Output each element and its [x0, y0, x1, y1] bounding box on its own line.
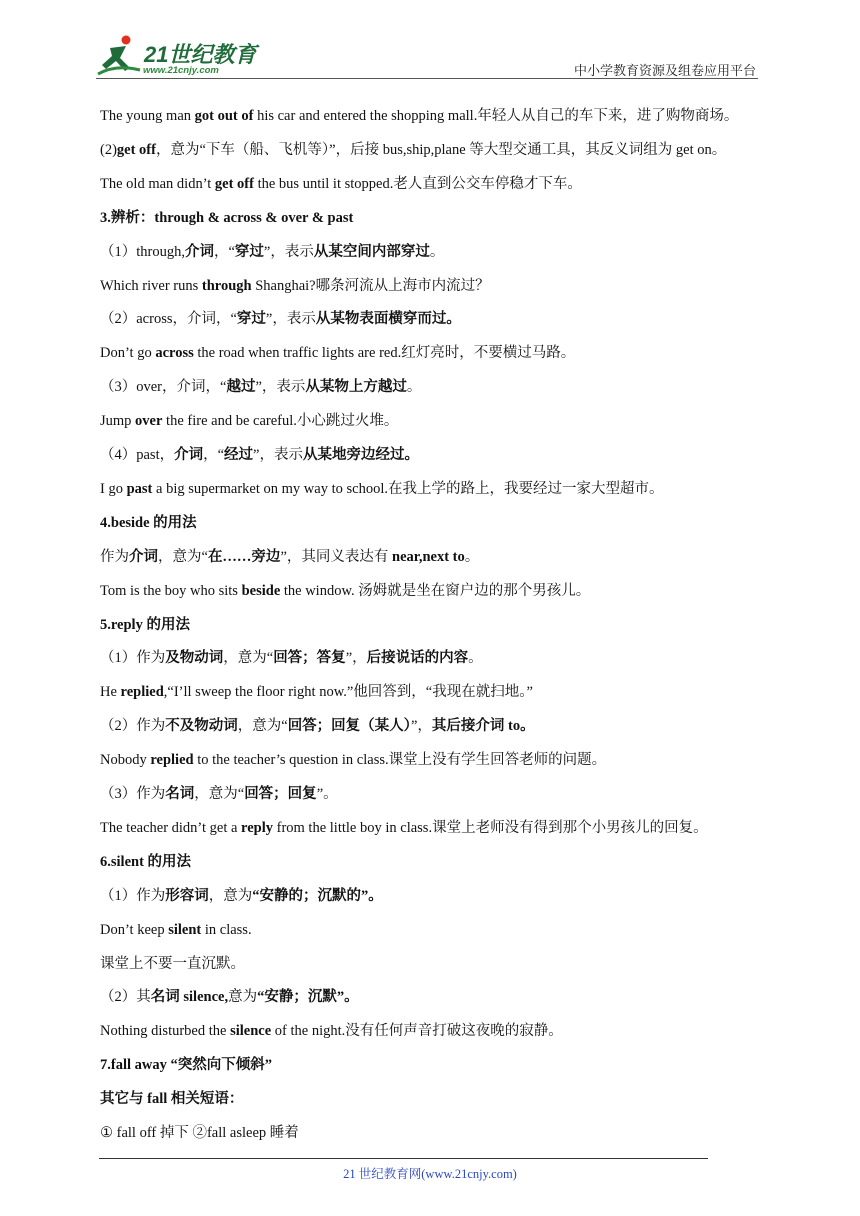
- text-run: ，意为“: [223, 650, 274, 667]
- text-line: [100, 1022, 563, 1040]
- text-run: ，意为“: [237, 718, 288, 735]
- bold-text: 形容词: [165, 887, 209, 904]
- text-run: to the teacher’s question in class.课堂上没有学生回答老师的问题。: [193, 752, 607, 769]
- text-run: ,“I’ll sweep the floor right now.”他回答到，“我现在就扫地。”: [163, 684, 533, 701]
- text-run: Don’t keep: [100, 921, 169, 938]
- text-line: [100, 310, 461, 328]
- text-run: ，意为“下车（船、飞机等）”，后接 bus,ship,plane 等大型交通工具，其反义词组为 get on。: [155, 141, 727, 158]
- text-run: （2）其: [100, 989, 151, 1006]
- bold-text: 穿过: [234, 243, 264, 260]
- bold-text: 其后接介词 to。: [431, 718, 535, 735]
- text-run: ，意为“: [194, 786, 245, 802]
- text-run: （2）作为: [100, 718, 166, 735]
- text-line: [100, 751, 606, 769]
- bold-text: 其它与 fall 相关短语：: [100, 1091, 244, 1108]
- text-line: [100, 853, 191, 871]
- text-line: [100, 988, 359, 1006]
- text-line: [100, 649, 483, 667]
- text-line: [100, 378, 421, 396]
- bold-text: 从某地旁边经过。: [302, 447, 419, 463]
- bold-text: “安静的；沉默的”。: [252, 887, 383, 904]
- bold-text: 3.辨析：through & across & over & past: [100, 209, 354, 226]
- text-run: ”，表示: [263, 243, 314, 260]
- text-run: （2）across，介词，“: [100, 311, 237, 328]
- bold-text: 名词 silence,: [150, 989, 229, 1006]
- bold-text: through: [201, 277, 252, 294]
- text-run: the fire and be careful.小心跳过火堆。: [162, 413, 399, 430]
- text-run: 。: [429, 243, 445, 260]
- text-run: ”，表示: [253, 447, 303, 463]
- text-run: the road when traffic lights are red.红灯亮时，不要横过马路。: [193, 345, 576, 362]
- bold-text: 经过: [224, 447, 254, 463]
- text-run: ，“: [213, 243, 235, 260]
- text-run: 作为: [100, 548, 129, 565]
- text-run: 课堂上不要一直沉默。: [100, 955, 245, 972]
- text-line: [100, 616, 190, 634]
- text-line: [100, 1056, 272, 1074]
- text-run: ，意为: [208, 887, 253, 904]
- text-line: [100, 243, 444, 261]
- bold-text: across: [155, 345, 194, 362]
- text-run: ”，其同义表达有: [280, 548, 392, 565]
- text-run: The young man: [100, 108, 195, 124]
- text-run: 。: [468, 650, 483, 667]
- bold-text: silent: [168, 921, 202, 938]
- text-run: his car and entered the shopping mall.年轻人从自己的车下来，进了购物商场。: [253, 108, 739, 124]
- text-run: He: [100, 684, 121, 701]
- bold-text: 回答；回复: [244, 786, 317, 802]
- text-run: （1）作为: [100, 887, 166, 904]
- text-line: [100, 955, 245, 973]
- text-run: (2): [100, 141, 117, 158]
- bold-text: 从某物表面横穿而过。: [315, 311, 461, 328]
- header-divider: [96, 78, 758, 79]
- text-run: Tom is the boy who sits: [100, 582, 242, 599]
- text-run: 。: [464, 548, 480, 565]
- text-run: The teacher didn’t get a: [100, 819, 242, 836]
- text-line: [100, 209, 353, 227]
- text-run: ，意为“: [158, 548, 208, 565]
- text-run: of the night.没有任何声音打破这夜晚的寂静。: [271, 1023, 563, 1040]
- text-run: （3）over，介词，“: [100, 379, 227, 396]
- bold-text: past: [126, 480, 153, 497]
- text-run: Nobody: [100, 752, 151, 769]
- text-line: [100, 548, 479, 566]
- text-line: [100, 887, 383, 905]
- text-run: （1）through,: [100, 243, 185, 260]
- bold-text: 6.silent 的用法: [100, 853, 192, 870]
- text-line: [100, 819, 708, 837]
- bold-text: 7.fall away “突然向下倾斜”: [100, 1057, 272, 1074]
- text-run: Jump: [100, 413, 136, 430]
- text-run: （1）作为: [100, 650, 166, 667]
- text-run: 意为: [228, 989, 258, 1006]
- text-run: ”，表示: [255, 379, 306, 396]
- text-run: 。: [406, 379, 422, 396]
- bold-text: 4.beside 的用法: [100, 514, 197, 531]
- text-run: ”，表示: [265, 311, 316, 328]
- text-line: [100, 344, 575, 362]
- text-run: ”，: [345, 650, 367, 667]
- bold-text: 在……旁边: [207, 548, 281, 565]
- bold-text: 从某空间内部穿过: [313, 243, 430, 260]
- text-run: the window. 汤姆就是坐在窗户边的那个男孩儿。: [280, 582, 591, 599]
- bold-text: reply: [241, 819, 273, 836]
- text-line: [100, 480, 663, 498]
- bold-text: “安静；沉默”。: [257, 989, 359, 1006]
- text-line: [100, 582, 590, 600]
- bold-text: get off: [214, 175, 254, 192]
- text-run: ① fall off 掉下 ②fall asleep 睡着: [100, 1125, 299, 1141]
- bold-text: 不及物动词: [165, 718, 238, 735]
- text-run: （3）作为: [100, 786, 166, 802]
- bold-text: replied: [120, 684, 164, 701]
- logo-text: 21世纪教育: [144, 42, 257, 67]
- site-logo: [96, 34, 266, 78]
- bold-text: get off: [116, 141, 156, 158]
- bold-text: 后接说话的内容: [366, 650, 469, 667]
- bold-text: 及物动词: [165, 650, 224, 667]
- bold-text: 穿过: [236, 311, 266, 328]
- text-line: [100, 785, 338, 803]
- bold-text: over: [135, 413, 163, 430]
- text-run: I go: [100, 480, 127, 497]
- text-run: ”。: [316, 786, 338, 802]
- logo-url: www.21cnjy.com: [143, 65, 219, 76]
- bold-text: beside: [241, 582, 281, 599]
- text-run: The old man didn’t: [100, 175, 215, 192]
- bold-text: 5.reply 的用法: [100, 616, 190, 633]
- text-run: ，“: [203, 447, 225, 463]
- text-run: ”，: [410, 718, 432, 735]
- footer-text: 21 世纪教育网(www.21cnjy.com): [343, 1167, 517, 1181]
- runner-logo-icon: [96, 34, 144, 76]
- text-run: Nothing disturbed the: [100, 1023, 231, 1040]
- bold-text: 介词: [129, 548, 158, 565]
- bold-text: 介词: [184, 243, 214, 260]
- text-run: Shanghai?哪条河流从上海市内流过？: [251, 277, 490, 294]
- bold-text: 从某物上方越过: [305, 379, 407, 396]
- text-line: [100, 141, 726, 159]
- text-line: [100, 412, 398, 430]
- bold-text: silence: [230, 1023, 272, 1040]
- text-run: the bus until it stopped.老人直到公交车停稳才下车。: [253, 175, 582, 192]
- text-run: Which river runs: [100, 277, 202, 294]
- bold-text: 回答；回复（某人）: [287, 718, 411, 735]
- text-line: [100, 514, 197, 532]
- text-line: [100, 717, 535, 735]
- text-line: [100, 277, 490, 295]
- footer-divider: [99, 1158, 708, 1159]
- text-line: [100, 446, 419, 464]
- text-line: [100, 1090, 243, 1108]
- bold-text: 回答；答复: [273, 650, 346, 667]
- text-run: a big supermarket on my way to school.在我上学的路上，我要经过一家大型超市。: [152, 480, 664, 497]
- bold-text: replied: [150, 752, 194, 769]
- header-tagline: 中小学教育资源及组卷应用平台: [573, 63, 756, 78]
- bold-text: got out of: [194, 108, 254, 124]
- bold-text: near,next to: [392, 548, 465, 565]
- bold-text: 越过: [226, 379, 256, 396]
- text-run: Don’t go: [100, 345, 156, 362]
- bold-text: 名词: [165, 786, 195, 802]
- text-run: （4）past，: [100, 447, 175, 463]
- bold-text: 介词: [174, 447, 204, 463]
- text-line: [100, 683, 533, 701]
- text-run: from the little boy in class.课堂上老师没有得到那个小男孩儿的回复。: [273, 819, 708, 836]
- text-line: [100, 1124, 299, 1142]
- text-line: [100, 107, 738, 125]
- text-line: [100, 921, 252, 939]
- text-line: [100, 175, 582, 193]
- text-run: in class.: [201, 921, 252, 938]
